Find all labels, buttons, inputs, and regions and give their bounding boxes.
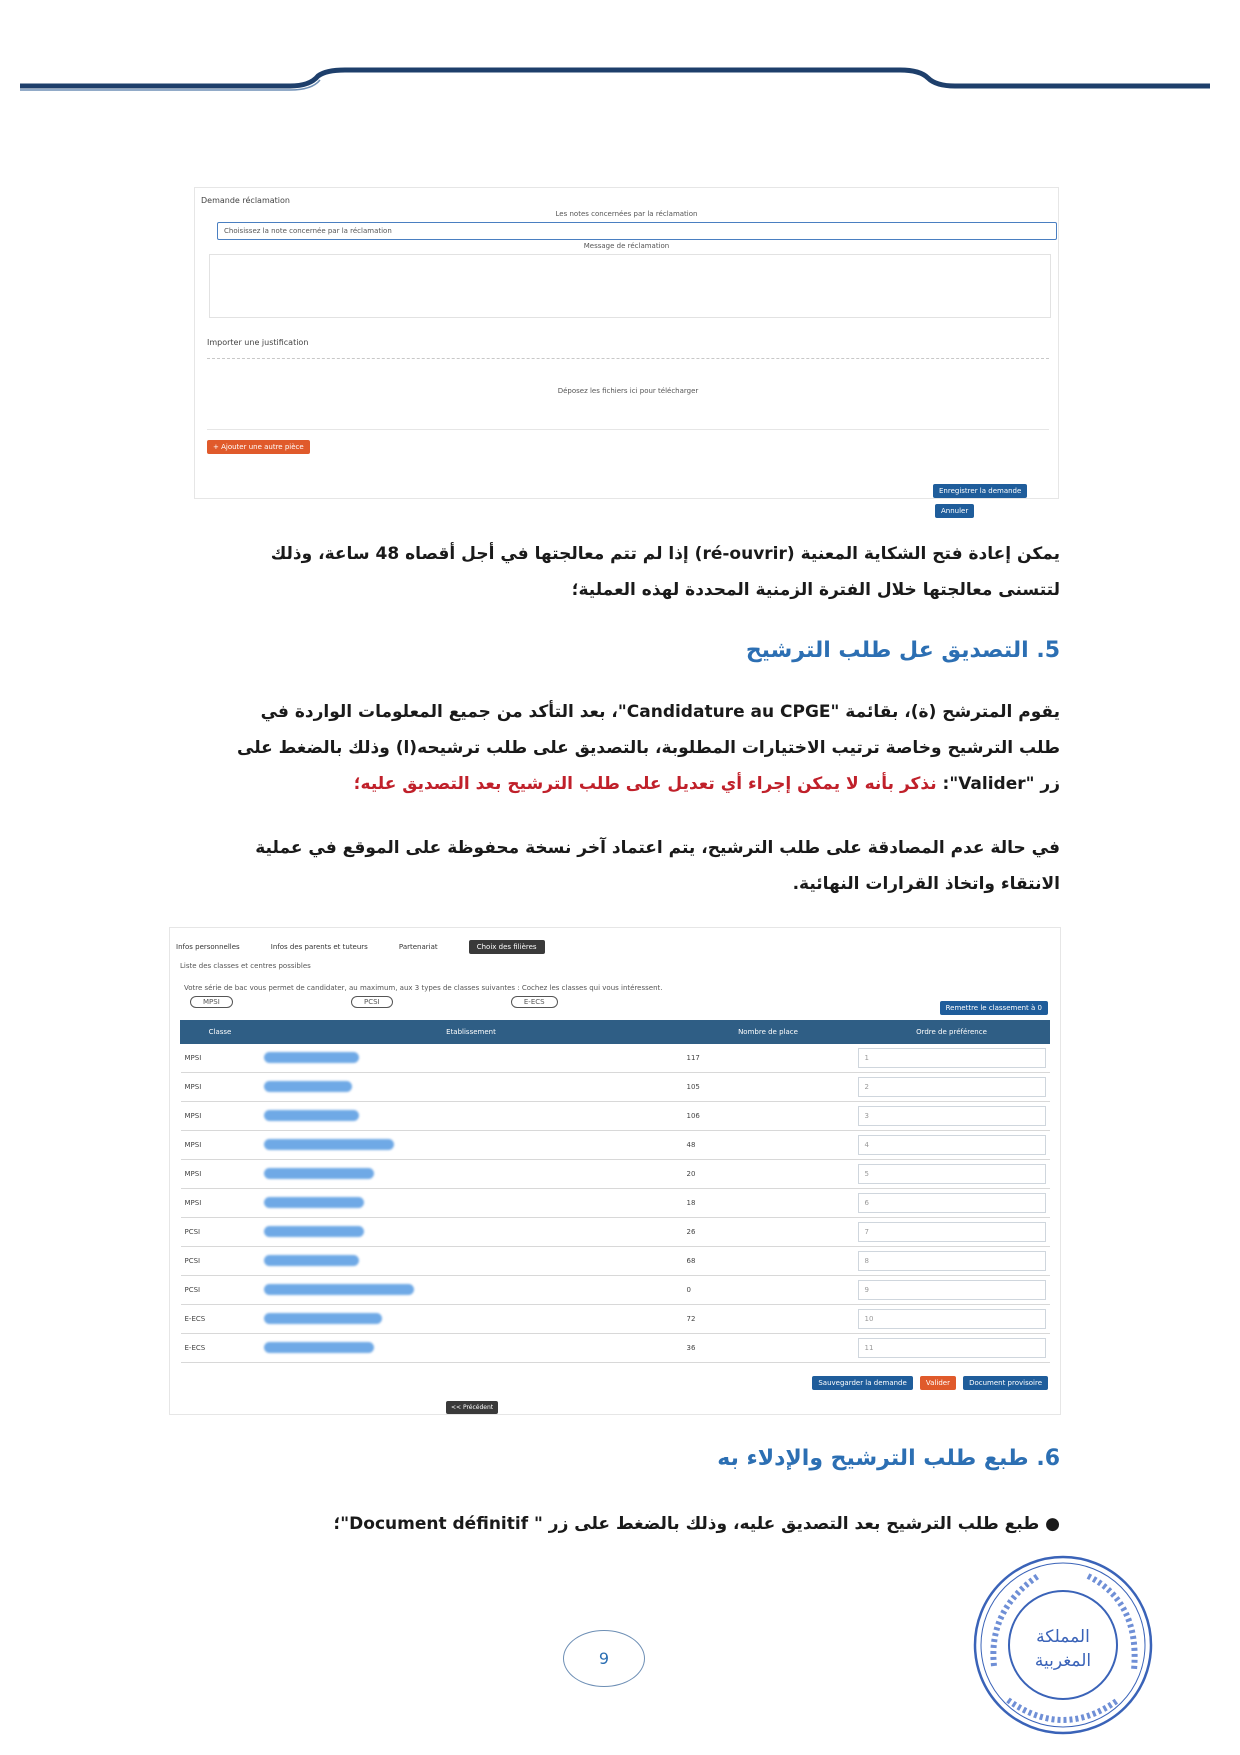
class-chips xyxy=(190,998,558,1006)
paragraph-not-validated xyxy=(130,830,1060,902)
paragraph-not-validated-line1: في حالة عدم المصادقة على طلب الترشيح، يتم اعتماد آخر نسخة محفوظة على الموقع في عملية xyxy=(255,838,1060,858)
table-row xyxy=(181,1102,1050,1131)
cell-places: 26 xyxy=(683,1218,854,1247)
chip-mpsi[interactable]: MPSI xyxy=(190,996,233,1008)
notes-select[interactable]: Choisissez la note concernée par la réclamation xyxy=(217,222,1057,240)
cell-etablissement xyxy=(260,1247,683,1276)
provisional-document-button[interactable]: Document provisoire xyxy=(963,1376,1048,1390)
header-etablissement: Etablissement xyxy=(260,1021,683,1044)
notes-label: Les notes concernées par la réclamation xyxy=(555,210,698,218)
table-row xyxy=(181,1073,1050,1102)
cell-classe: MPSI xyxy=(181,1102,260,1131)
table-row xyxy=(181,1247,1050,1276)
cell-etablissement xyxy=(260,1334,683,1363)
table-row xyxy=(181,1276,1050,1305)
import-label: Importer une justification xyxy=(207,338,309,347)
redacted-establishment xyxy=(264,1139,394,1150)
dropzone[interactable] xyxy=(207,358,1049,430)
redacted-establishment xyxy=(264,1197,364,1208)
cell-classe: PCSI xyxy=(181,1276,260,1305)
cell-classe: PCSI xyxy=(181,1247,260,1276)
cell-places: 68 xyxy=(683,1247,854,1276)
order-input[interactable]: 7 xyxy=(858,1222,1046,1242)
cell-ordre xyxy=(854,1276,1050,1305)
cell-etablissement xyxy=(260,1131,683,1160)
tab-partnership[interactable]: Partenariat xyxy=(398,943,438,951)
save-request-button[interactable]: Enregistrer la demande xyxy=(933,484,1027,498)
redacted-establishment xyxy=(264,1284,414,1295)
paragraph-validate-line3-normal: زر "Valider": xyxy=(936,774,1060,794)
chip-pcsi[interactable]: PCSI xyxy=(351,996,393,1008)
cell-etablissement xyxy=(260,1044,683,1073)
table-row xyxy=(181,1044,1050,1073)
cell-ordre xyxy=(854,1044,1050,1073)
cell-ordre xyxy=(854,1305,1050,1334)
cell-places: 106 xyxy=(683,1102,854,1131)
paragraph-reopen xyxy=(130,536,1060,608)
header-ordre: Ordre de préférence xyxy=(854,1021,1050,1044)
order-input[interactable]: 9 xyxy=(858,1280,1046,1300)
official-seal-icon xyxy=(968,1550,1158,1740)
cell-etablissement xyxy=(260,1073,683,1102)
table-row xyxy=(181,1160,1050,1189)
table-row xyxy=(181,1189,1050,1218)
paragraph-validate-line2: طلب الترشيح وخاصة ترتيب الاختيارات المطلوبة، بالتصديق على طلب ترشيحه(ا) وذلك بالضغط على xyxy=(237,738,1060,758)
classes-table-wrap xyxy=(180,1020,1050,1363)
order-input[interactable]: 8 xyxy=(858,1251,1046,1271)
reset-ranking-button[interactable]: Remettre le classement à 0 xyxy=(940,1001,1048,1015)
redacted-establishment xyxy=(264,1168,374,1179)
cell-places: 20 xyxy=(683,1160,854,1189)
table-row xyxy=(181,1334,1050,1363)
cell-classe: E-ECS xyxy=(181,1305,260,1334)
order-input[interactable]: 10 xyxy=(858,1309,1046,1329)
header-places: Nombre de place xyxy=(683,1021,854,1044)
paragraph-reopen-line1: يمكن إعادة فتح الشكاية المعنية (ré-ouvrir) إذا لم تتم معالجتها في أجل أقصاه 48 ساعة، وذلك xyxy=(270,544,1060,564)
cell-classe: MPSI xyxy=(181,1131,260,1160)
reclamation-title: Demande réclamation xyxy=(201,196,290,205)
section-5-number: 5. xyxy=(1036,638,1060,663)
list-title: Liste des classes et centres possibles xyxy=(180,962,311,970)
cell-places: 72 xyxy=(683,1305,854,1334)
cell-etablissement xyxy=(260,1276,683,1305)
page-number: 9 xyxy=(563,1630,645,1687)
table-row xyxy=(181,1305,1050,1334)
table-header-row xyxy=(181,1021,1050,1044)
section-6-heading xyxy=(600,1446,1060,1471)
tab-choices[interactable]: Choix des filières xyxy=(469,940,545,954)
cell-ordre xyxy=(854,1160,1050,1189)
cell-classe: MPSI xyxy=(181,1044,260,1073)
add-piece-button[interactable]: + Ajouter une autre pièce xyxy=(207,440,310,454)
svg-text:المملكة: المملكة xyxy=(1036,1627,1090,1647)
paragraph-validate xyxy=(130,694,1060,802)
cell-ordre xyxy=(854,1131,1050,1160)
cell-places: 18 xyxy=(683,1189,854,1218)
svg-text:المغربية: المغربية xyxy=(1034,1651,1092,1671)
order-input[interactable]: 5 xyxy=(858,1164,1046,1184)
order-input[interactable]: 11 xyxy=(858,1338,1046,1358)
redacted-establishment xyxy=(264,1226,364,1237)
notice-text: Votre série de bac vous permet de candidater, au maximum, aux 3 types de classes suivantes : Cochez les classes qui vous intéressent. xyxy=(184,984,663,992)
message-label: Message de réclamation xyxy=(583,242,670,250)
tab-parents-info[interactable]: Infos des parents et tuteurs xyxy=(270,943,368,951)
cell-ordre xyxy=(854,1334,1050,1363)
cell-places: 117 xyxy=(683,1044,854,1073)
cell-classe: MPSI xyxy=(181,1189,260,1218)
redacted-establishment xyxy=(264,1052,359,1063)
paragraph-reopen-line2: لتتسنى معالجتها خلال الفترة الزمنية المحددة لهذه العملية؛ xyxy=(571,580,1060,600)
redacted-establishment xyxy=(264,1255,359,1266)
section-6-number: 6. xyxy=(1036,1446,1060,1471)
section-6-title: طبع طلب الترشيح والإدلاء به xyxy=(717,1446,1029,1471)
cell-places: 48 xyxy=(683,1131,854,1160)
order-input[interactable]: 1 xyxy=(858,1048,1046,1068)
cell-etablissement xyxy=(260,1218,683,1247)
cell-ordre xyxy=(854,1218,1050,1247)
order-input[interactable]: 4 xyxy=(858,1135,1046,1155)
redacted-establishment xyxy=(264,1110,359,1121)
cell-etablissement xyxy=(260,1189,683,1218)
reclamation-actions xyxy=(933,478,1058,518)
paragraph-not-validated-line2: الانتقاء واتخاذ القرارات النهائية. xyxy=(792,874,1060,894)
order-input[interactable]: 3 xyxy=(858,1106,1046,1126)
cell-etablissement xyxy=(260,1305,683,1334)
cell-classe: E-ECS xyxy=(181,1334,260,1363)
reclamation-screenshot xyxy=(195,188,1058,515)
save-demande-button[interactable]: Sauvegarder la demande xyxy=(812,1376,912,1390)
section-5-title: التصديق عل طلب الترشيح xyxy=(745,638,1029,663)
paragraph-validate-line3 xyxy=(130,766,1060,802)
section-5-heading xyxy=(600,638,1060,663)
cell-classe: MPSI xyxy=(181,1160,260,1189)
cancel-button[interactable]: Annuler xyxy=(935,504,974,518)
header-curve xyxy=(0,0,1240,110)
cell-places: 36 xyxy=(683,1334,854,1363)
cell-ordre xyxy=(854,1247,1050,1276)
chip-eecs[interactable]: E-ECS xyxy=(511,996,558,1008)
cell-places: 105 xyxy=(683,1073,854,1102)
table-row xyxy=(181,1218,1050,1247)
bullet-print-text: طبع طلب الترشيح بعد التصديق عليه، وذلك بالضغط على زر " Document définitif"؛ xyxy=(333,1514,1040,1534)
choices-actions xyxy=(812,1370,1048,1390)
tab-personal-info[interactable]: Infos personnelles xyxy=(176,943,240,951)
validate-button[interactable]: Valider xyxy=(920,1376,956,1390)
order-input[interactable]: 6 xyxy=(858,1193,1046,1213)
cell-ordre xyxy=(854,1189,1050,1218)
header-classe: Classe xyxy=(181,1021,260,1044)
redacted-establishment xyxy=(264,1081,352,1092)
bullet-dot: ● xyxy=(1039,1514,1060,1534)
table-row xyxy=(181,1131,1050,1160)
dropzone-text: Déposez les fichiers ici pour télécharger xyxy=(557,387,699,395)
cell-classe: PCSI xyxy=(181,1218,260,1247)
bullet-print xyxy=(130,1506,1060,1542)
classes-table xyxy=(180,1020,1050,1363)
redacted-establishment xyxy=(264,1342,374,1353)
order-input[interactable]: 2 xyxy=(858,1077,1046,1097)
redacted-establishment xyxy=(264,1313,382,1324)
cell-places: 0 xyxy=(683,1276,854,1305)
paragraph-validate-line1: يقوم المترشح (ة)، بقائمة "Candidature au CPGE"، بعد التأكد من جميع المعلومات الواردة في xyxy=(260,702,1060,722)
cell-etablissement xyxy=(260,1160,683,1189)
cell-ordre xyxy=(854,1073,1050,1102)
choices-screenshot xyxy=(170,928,1060,1414)
previous-button[interactable]: << Précédent xyxy=(446,1401,498,1414)
cell-ordre xyxy=(854,1102,1050,1131)
cell-classe: MPSI xyxy=(181,1073,260,1102)
tab-bar xyxy=(176,934,571,953)
message-textarea[interactable] xyxy=(209,254,1051,318)
paragraph-validate-warning: نذكر بأنه لا يمكن إجراء أي تعديل على طلب الترشيح بعد التصديق عليه؛ xyxy=(353,774,937,794)
cell-etablissement xyxy=(260,1102,683,1131)
